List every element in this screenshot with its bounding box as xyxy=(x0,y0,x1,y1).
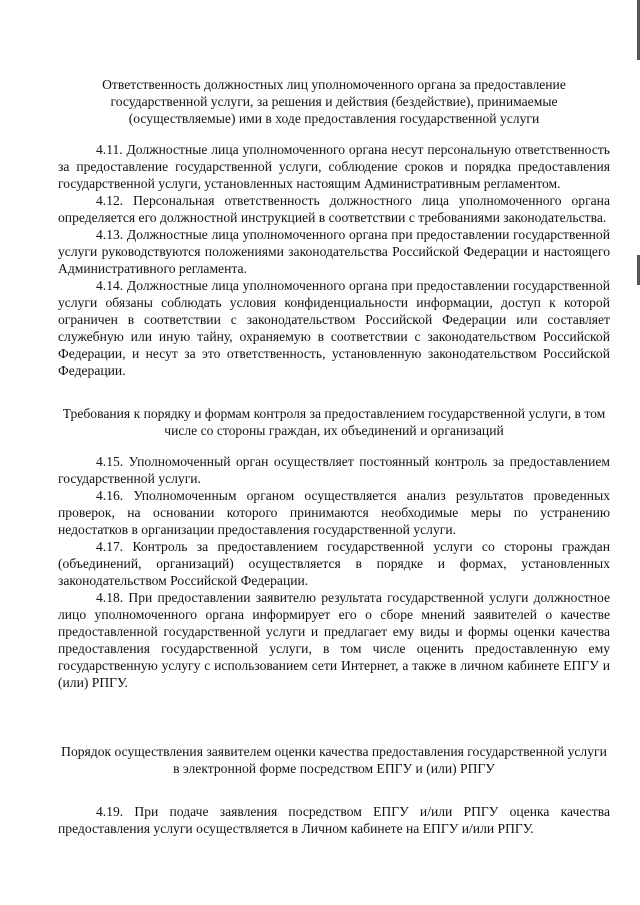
paragraph-4-16: 4.16. Уполномоченным органом осуществляется анализ результатов проведенных проверок, на основании которого принимаются необходимые меры по устранению недостатков в организации предоставления государственной услуги. xyxy=(58,488,610,537)
section-heading: Порядок осуществления заявителем оценки качества предоставления государственной услуги в электронной форме посредством ЕПГУ и (или) РПГУ xyxy=(61,744,607,776)
paragraph-4-12: 4.12. Персональная ответственность должностного лица уполномоченного органа определяется его должностной инструкцией в соответствии с требованиями законодательства. xyxy=(58,193,610,225)
section-heading: Требования к порядку и формам контроля за предоставлением государственной услуги, в том числе со стороны граждан, их объединений и организаций xyxy=(62,406,606,438)
paragraph-4-14: 4.14. Должностные лица уполномоченного органа при предоставлении государственной услуги обязаны соблюдать условия конфиденциальности информации, доступ к которой ограничен в соответствии с законодательством Российской Федерации или составляет служебную или иную тайну, охраняемую в соответствии с законодательством Российской Федерации, и несут за это ответственность, установленную законодательством Российской Федерации. xyxy=(58,278,610,378)
section-quality-assessment xyxy=(58,743,610,837)
section-responsibility xyxy=(58,76,610,379)
paragraph-4-15: 4.15. Уполномоченный орган осуществляет постоянный контроль за предоставлением государственной услуги. xyxy=(58,454,610,486)
spacer xyxy=(58,717,610,743)
section-heading: Ответственность должностных лиц уполномоченного органа за предоставление государственной услуги, за решения и действия (бездействие), принимаемые (осуществляемые) ими в ходе предоставления государственной услуги xyxy=(102,77,566,126)
paragraph-4-11: 4.11. Должностные лица уполномоченного органа несут персональную ответственность за предоставление государственной услуги, соблюдение сроков и порядка предоставления государственной услуги, установленных настоящим Административным регламентом. xyxy=(58,142,610,191)
paragraph-4-13: 4.13. Должностные лица уполномоченного органа при предоставлении государственной услуги руководствуются положениями законодательства Российской Федерации и настоящего Административного регламента. xyxy=(58,227,610,276)
paragraph-4-19: 4.19. При подаче заявления посредством ЕПГУ и/или РПГУ оценка качества предоставления услуги осуществляется в Личном кабинете на ЕПГУ и/или РПГУ. xyxy=(58,804,610,836)
section-control-requirements xyxy=(58,405,610,691)
paragraph-4-17: 4.17. Контроль за предоставлением государственной услуги со стороны граждан (объединений, организаций) осуществляется в порядке и формах, установленных законодательством Российской Федерации. xyxy=(58,539,610,588)
paragraph-4-18: 4.18. При предоставлении заявителю результата государственной услуги должностное лицо уполномоченного органа информирует его о сборе мнений заявителей о качестве предоставленной государственной услуги и предлагает ему виды и формы оценки качества предоставления государственной услуги, в том числе оценить предоставленную ему государственную услугу с использованием сети Интернет, а также в личном кабинете ЕПГУ и (или) РПГУ. xyxy=(58,590,610,690)
